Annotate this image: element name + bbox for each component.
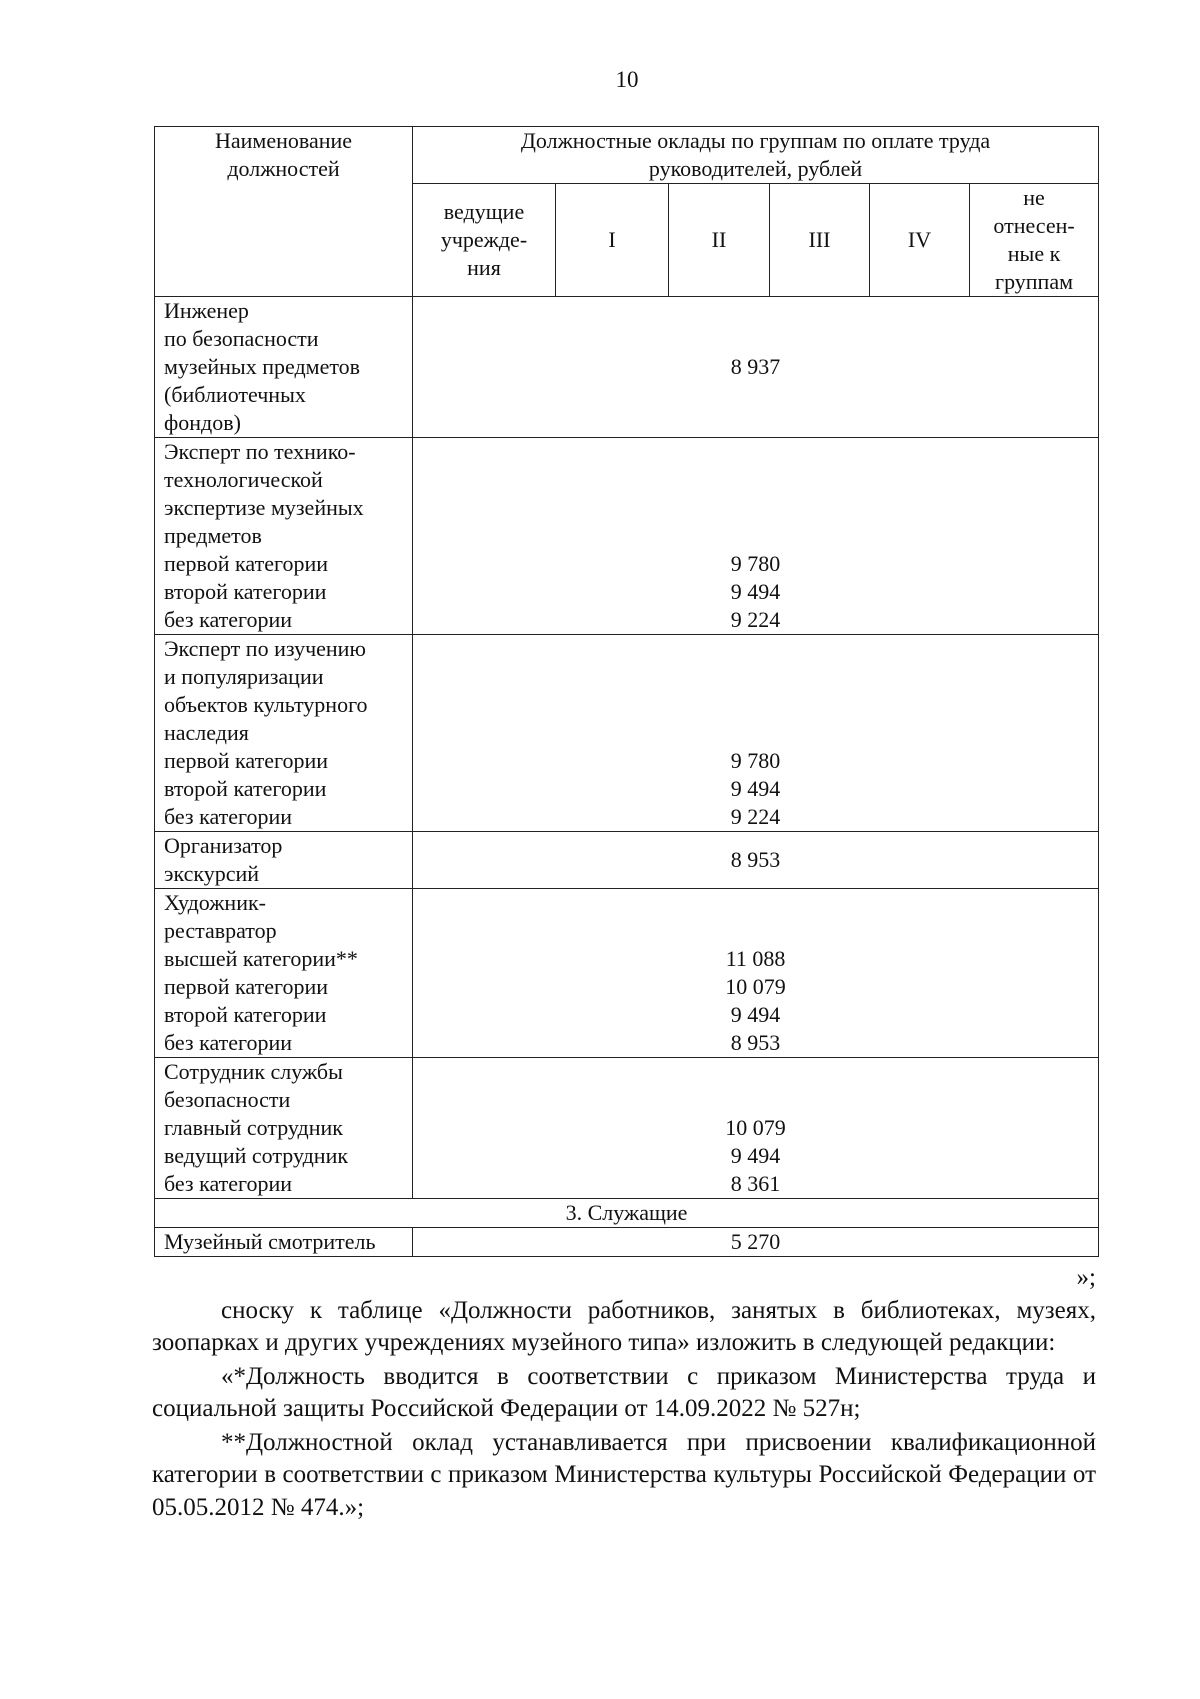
paragraph-footnote-2: **Должностной оклад устанавливается при присвоении квалификационной категории в соответствии с приказом Министерства культуры Российской Федерации от 05.05.2012 № 474.»; <box>152 1428 1096 1521</box>
salary-value: 11 088 10 079 9 494 8 953 <box>413 889 1099 1058</box>
paragraph-footnote-intro: сноску к таблице «Должности работников, занятых в библиотеках, музеях, зоопарках и других учреждениях музейного типа» изложить в следующей редакции: <box>152 1296 1096 1356</box>
salary-value: 9 780 9 494 9 224 <box>413 438 1099 635</box>
paragraph-footnote-1: «*Должность вводится в соответствии с приказом Министерства труда и социальной защиты Российской Федерации от 14.09.2022 № 527н; <box>152 1362 1096 1422</box>
header-col-group-4: IV <box>870 184 970 297</box>
salary-value: 8 937 <box>413 297 1099 438</box>
position-name: Сотрудник службы безопасности главный сотрудник ведущий сотрудник без категории <box>155 1058 413 1199</box>
salary-value: 5 270 <box>413 1228 1099 1257</box>
header-col-group-2: II <box>669 184 770 297</box>
section-title: 3. Служащие <box>155 1199 1099 1228</box>
header-col-group-1: I <box>556 184 669 297</box>
table-row <box>155 832 1099 889</box>
salary-value: 9 780 9 494 9 224 <box>413 635 1099 832</box>
table-row <box>155 635 1099 832</box>
section-row <box>155 1199 1099 1228</box>
table-row <box>155 1228 1099 1257</box>
position-name: Музейный смотритель <box>155 1228 413 1257</box>
table-row <box>155 438 1099 635</box>
salary-value: 10 079 9 494 8 361 <box>413 1058 1099 1199</box>
header-col-group-3: III <box>770 184 870 297</box>
position-name: Инженер по безопасности музейных предметов (библиотечных фондов) <box>155 297 413 438</box>
position-name: Эксперт по технико- технологической экспертизе музейных предметов первой категории второй категории без категории <box>155 438 413 635</box>
salary-value: 8 953 <box>413 832 1099 889</box>
table-row <box>155 297 1099 438</box>
header-col-unassigned: не отнесен- ные к группам <box>970 184 1099 297</box>
header-salary-groups: Должностные оклады по группам по оплате труда руководителей, рублей <box>413 127 1099 184</box>
table-row <box>155 889 1099 1058</box>
table-header-row <box>155 127 1099 184</box>
position-name: Эксперт по изучению и популяризации объектов культурного наследия первой категории второй категории без категории <box>155 635 413 832</box>
header-col-leading: ведущие учрежде- ния <box>413 184 556 297</box>
position-name: Художник- реставратор высшей категории** первой категории второй категории без категории <box>155 889 413 1058</box>
page-number: 10 <box>615 67 639 92</box>
closing-quote-mark: »; <box>1076 1264 1096 1291</box>
table-row <box>155 1058 1099 1199</box>
salary-table <box>154 126 1099 1257</box>
amendment-text <box>152 1262 1096 1524</box>
header-position-name: Наименование должностей <box>155 127 413 297</box>
position-name: Организатор экскурсий <box>155 832 413 889</box>
